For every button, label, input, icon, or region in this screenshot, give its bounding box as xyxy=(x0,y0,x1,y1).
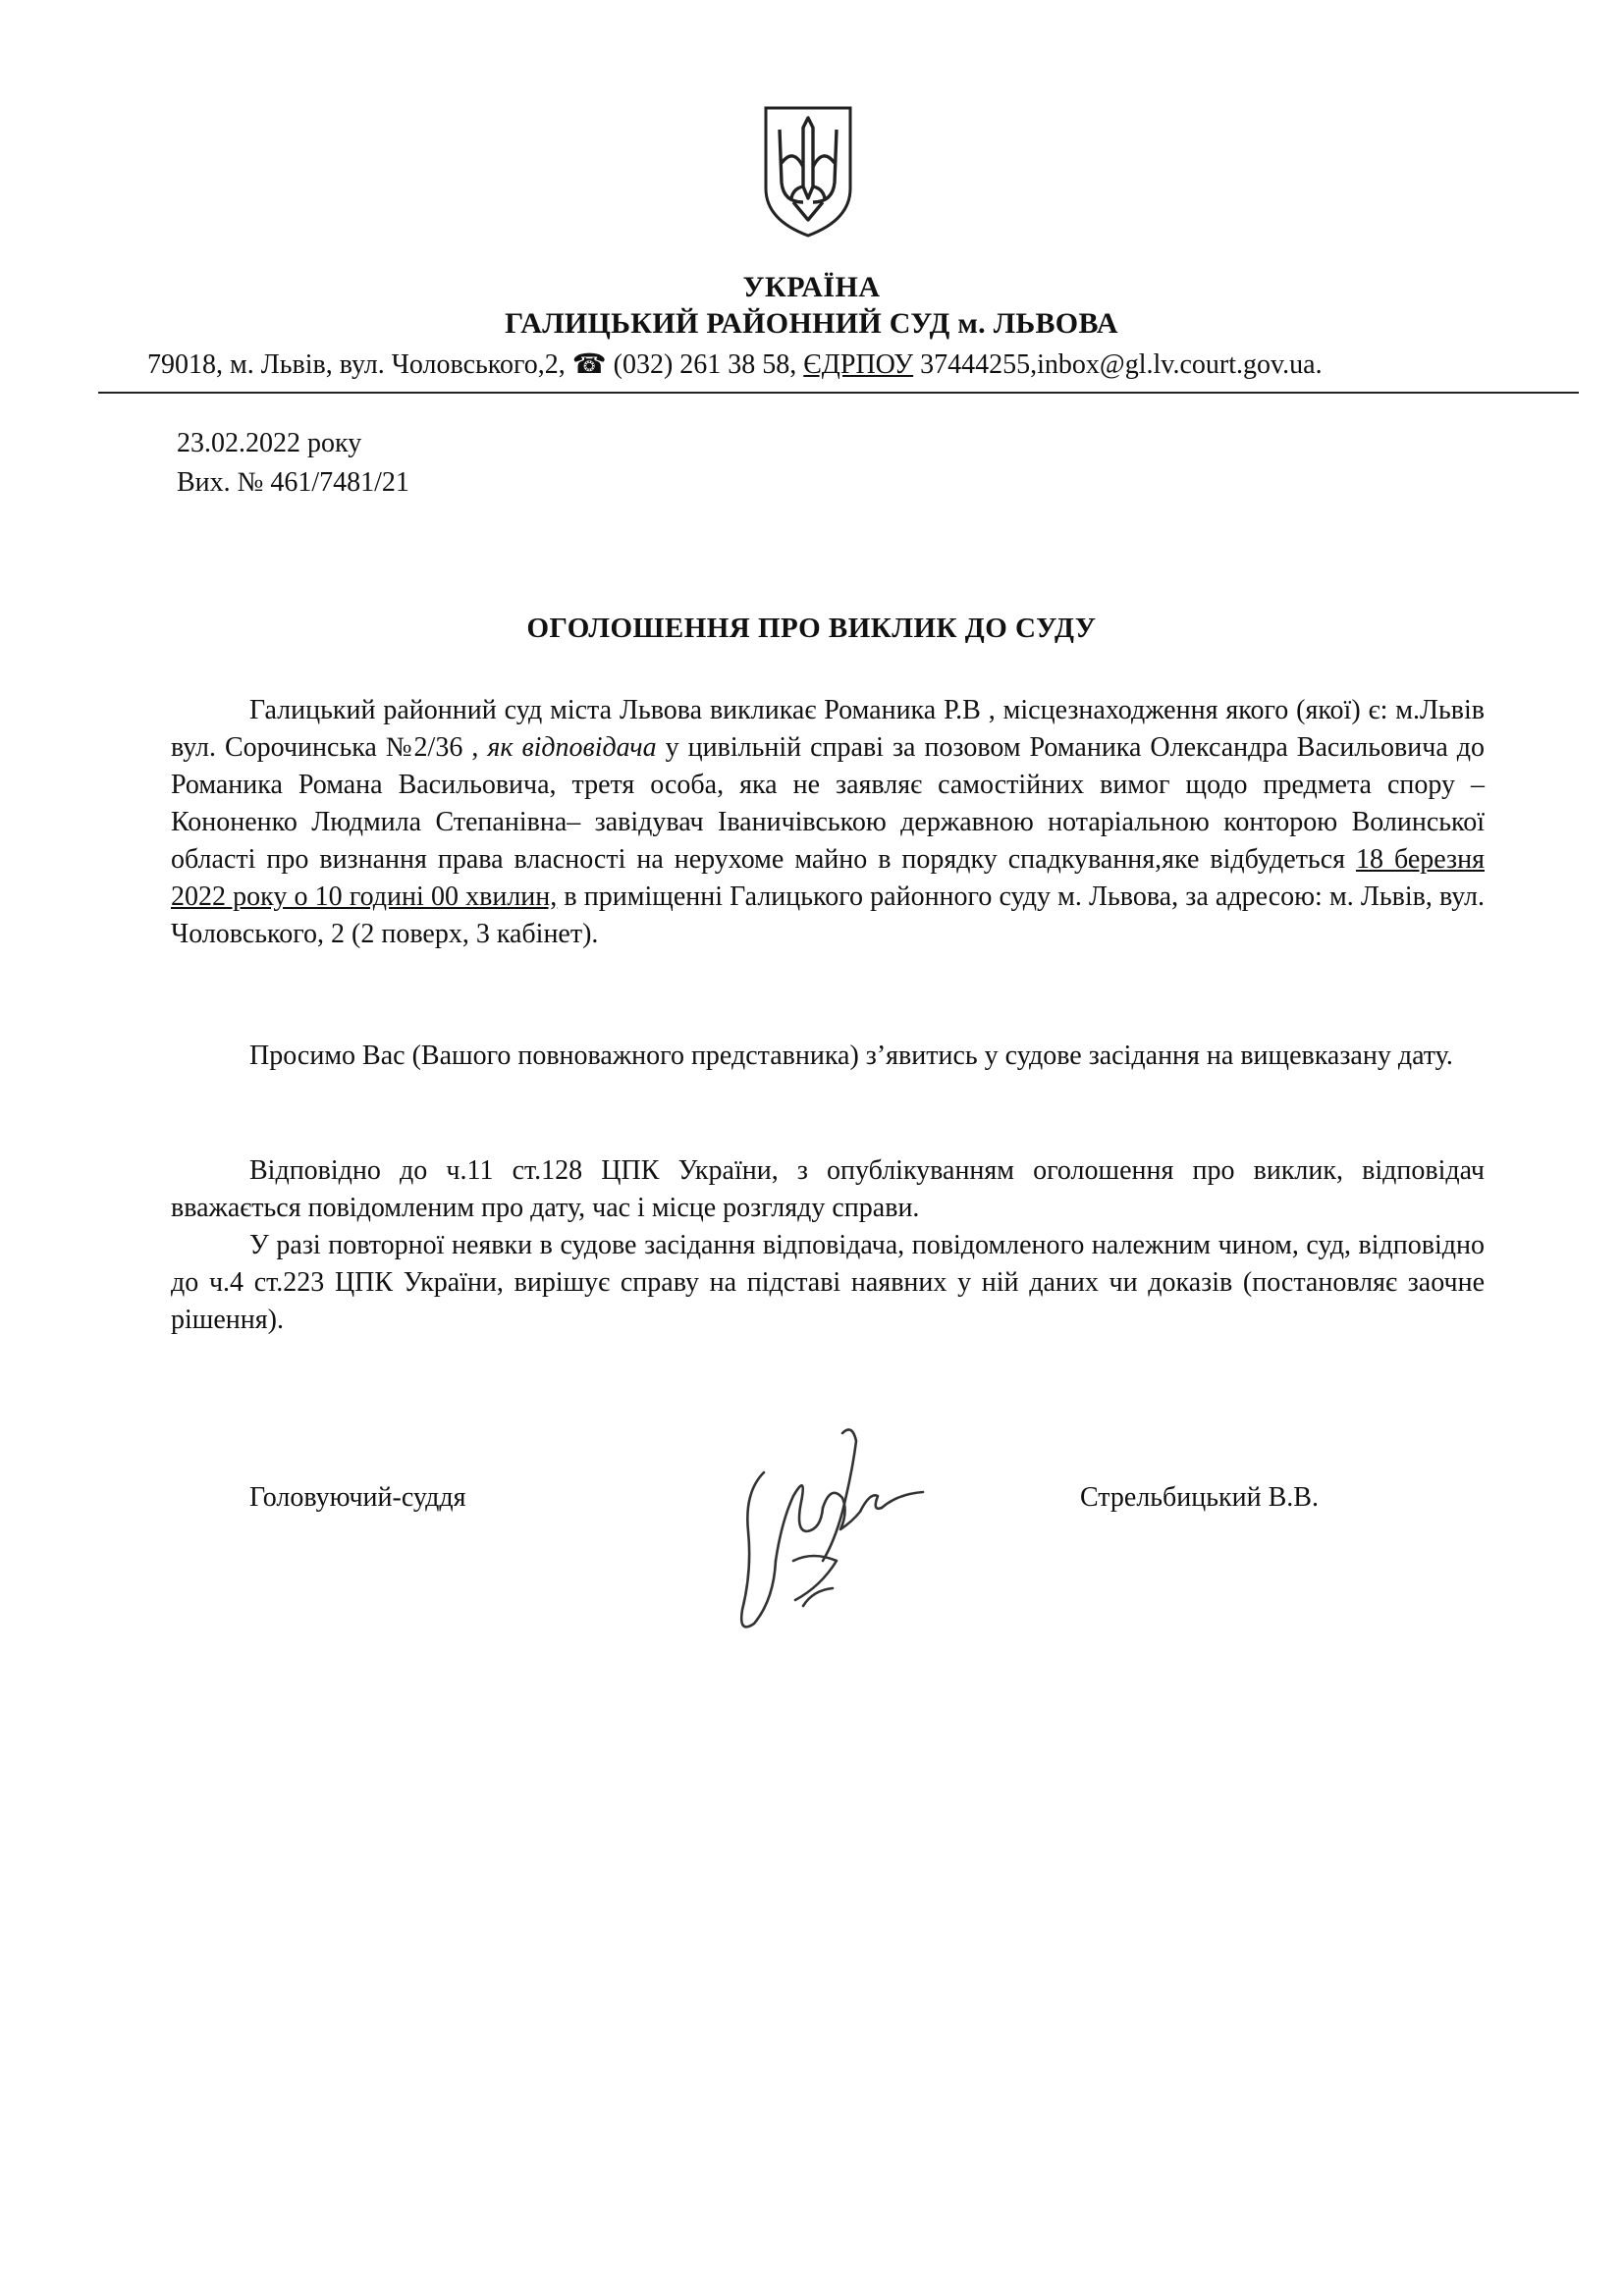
court-address-line: 79018, м. Львів, вул. Чоловського,2, ☎ (032) 261 38 58, ЄДРПОУ 37444255,inbox@gl.lv.court.gov.ua. xyxy=(147,349,1323,380)
phone-number: (032) 261 38 58 xyxy=(613,349,790,380)
judge-role-label: Головуючий-суддя xyxy=(249,1482,466,1513)
paragraph-notice xyxy=(171,1152,1485,1227)
address-text: 79018, м. Львів, вул. Чоловського,2, xyxy=(147,349,572,380)
edrpou-email-text: 37444255,inbox@gl.lv.court.gov.ua. xyxy=(920,349,1323,380)
hearing-datetime: 18 березня 2022 року о 10 годині 00 хвилин, xyxy=(171,844,1485,912)
summons-defendant-role: як відповідача xyxy=(487,732,657,763)
paragraph-default-judgment xyxy=(171,1227,1485,1339)
paragraph-request xyxy=(171,1038,1485,1075)
document-title: ОГОЛОШЕННЯ ПРО ВИКЛИК ДО СУДУ xyxy=(526,613,1097,644)
document-date: 23.02.2022 року xyxy=(177,428,362,458)
outgoing-number: Вих. № 461/7481/21 xyxy=(177,467,409,498)
telephone-icon: ☎ xyxy=(571,349,607,380)
court-name-heading: ГАЛИЦЬКИЙ РАЙОННИЙ СУД м. ЛЬВОВА xyxy=(505,307,1118,340)
summons-text-a: Галицький районний суд міста Львова викликає Романика Р.В , місцезнаходження якого (якої) є: м.Львів вул. Сорочинська №2/36 , xyxy=(171,695,1485,763)
country-heading: УКРАЇНА xyxy=(742,271,881,303)
summons-text-c: в приміщенні Галицького районного суду м. Львова, за адресою: м. Львів, вул. Чоловського, 2 (2 поверх, 3 кабінет). xyxy=(171,881,1486,949)
notice-text: Відповідно до ч.11 ст.128 ЦПК України, з опублікуванням оголошення про виклик, відповідач вважається повідомленим про дату, час і місце розгляду справи. xyxy=(171,1155,1485,1223)
default-judgment-text: У разі повторної неявки в судове засідання відповідача, повідомленого належним чином, суд, відповідно до ч.4 ст.223 ЦПК України, вирішує справу на підставі наявних у ній даних чи доказів (постановляє заочне рішення). xyxy=(171,1230,1485,1335)
request-text: Просимо Вас (Вашого повноважного представника) з’явитись у судове засідання на вищевказану дату. xyxy=(249,1041,1453,1071)
edrpou-label: ЄДРПОУ xyxy=(803,349,914,380)
judge-name: Стрельбицький В.В. xyxy=(1080,1482,1319,1513)
handwritten-signature xyxy=(705,1414,931,1649)
coat-of-arms-icon xyxy=(760,104,856,240)
summons-text-b: у цивільній справі за позовом Романика Олександра Васильовича до Романика Романа Васильовича, третя особа, яка не заявляє самостійних вимог щодо предмета спору – Кононенко Людмила Степанівна– завідувач Іваничівською державною нотаріальною конторою Волинської області про визнання права власності на нерухоме майно в порядку спадкування,яке відбудеться xyxy=(171,732,1486,875)
header-divider xyxy=(98,392,1579,394)
paragraph-summons xyxy=(171,692,1485,953)
